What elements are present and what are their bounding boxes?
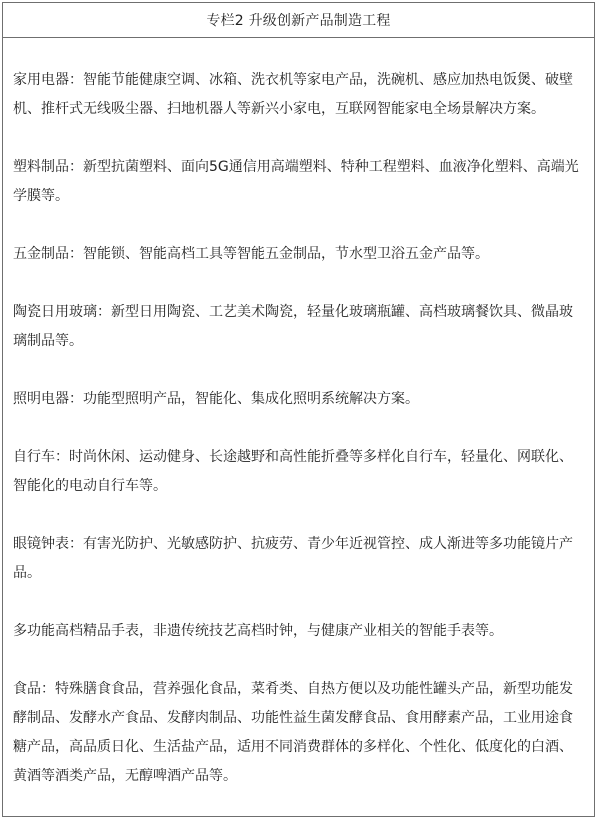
paragraph-hardware: 五金制品：智能锁、智能高档工具等智能五金制品，节水型卫浴五金产品等。 — [13, 246, 489, 262]
paragraph-glasses-clocks: 眼镜钟表：有害光防护、光敏感防护、抗疲劳、青少年近视管控、成人渐进等多功能镜片产品。 — [13, 536, 573, 581]
column-box — [2, 2, 595, 817]
column-title-row — [3, 3, 594, 38]
paragraph-bicycles: 自行车：时尚休闲、运动健身、长途越野和高性能折叠等多样化自行车，轻量化、网联化、智能化的电动自行车等。 — [13, 449, 573, 494]
paragraph-food: 食品：特殊膳食食品，营养强化食品，菜肴类、自热方便以及功能性罐头产品，新型功能发酵制品、发酵水产食品、发酵肉制品、功能性益生菌发酵食品、食用酵素产品，工业用途食糖产品，高品质日化、生活盐产品，适用不同消费群体的多样化、个性化、低度化的白酒、黄酒等酒类产品，无醇啤酒产品等。 — [13, 681, 573, 784]
paragraph-lighting: 照明电器：功能型照明产品，智能化、集成化照明系统解决方案。 — [13, 391, 419, 407]
paragraph-home-appliances: 家用电器：智能节能健康空调、冰箱、洗衣机等家电产品，洗碗机、感应加热电饭煲、破壁机、推杆式无线吸尘器、扫地机器人等新兴小家电，互联网智能家电全场景解决方案。 — [13, 72, 573, 117]
column-title: 专栏2 升级创新产品制造工程 — [206, 13, 391, 29]
paragraph-ceramics-glass: 陶瓷日用玻璃：新型日用陶瓷、工艺美术陶瓷，轻量化玻璃瓶罐、高档玻璃餐饮具、微晶玻璃制品等。 — [13, 304, 573, 349]
paragraph-watches: 多功能高档精品手表，非遗传统技艺高档时钟，与健康产业相关的智能手表等。 — [13, 623, 503, 639]
paragraph-plastics: 塑料制品：新型抗菌塑料、面向5G通信用高端塑料、特种工程塑料、血液净化塑料、高端光学膜等。 — [13, 159, 579, 204]
column-content — [3, 38, 594, 791]
